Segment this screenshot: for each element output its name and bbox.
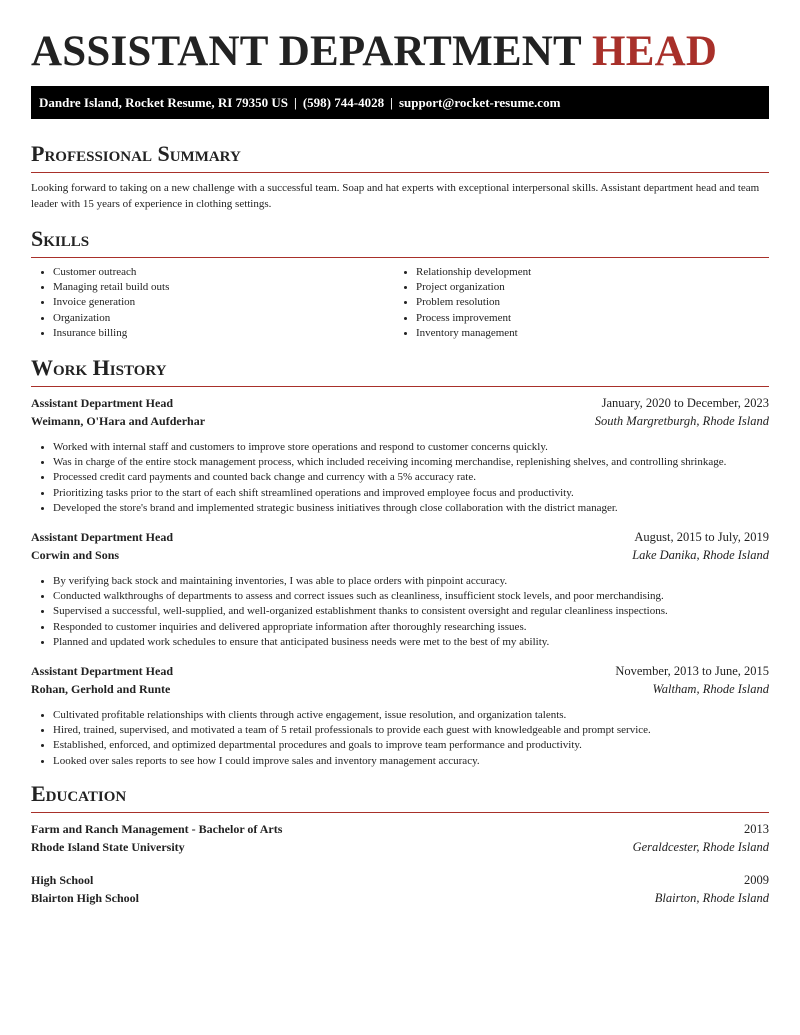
education-heading: Education (31, 781, 127, 806)
education-school: Rhode Island State University (31, 840, 185, 854)
job-bullet: • Worked with internal staff and customers to improve store operations and respond to customer concerns quickly. (53, 440, 769, 455)
job-bullet: • Hired, trained, supervised, and motivated a team of 5 retail professionals to provide each guest with knowledgeable and prompt service. (53, 723, 769, 738)
skill-item: • Project organization (416, 280, 531, 295)
skill-item: • Relationship development (416, 265, 531, 280)
contact-separator: | (293, 95, 297, 110)
skills-heading: Skills (31, 226, 90, 251)
education-school: Blairton High School (31, 891, 140, 905)
job-dates: August, 2015 to July, 2019 (634, 530, 769, 544)
education-location: Geraldcester, Rhode Island (632, 840, 769, 854)
job-dates: November, 2013 to June, 2015 (615, 664, 769, 678)
job-bullets (31, 708, 769, 769)
contact-phone[interactable]: (598) 744-4028 (302, 95, 385, 110)
education-location: Blairton, Rhode Island (654, 891, 769, 905)
skill-item: • Problem resolution (416, 295, 531, 310)
education-entry (31, 822, 769, 858)
job-location: Waltham, Rhode Island (652, 682, 769, 696)
job-bullet: • Developed the store's brand and implemented strategic business initiatives through close collaboration with the district manager. (53, 501, 769, 516)
job-bullets (31, 440, 769, 516)
job-company: Weimann, O'Hara and Aufderhar (31, 414, 206, 428)
contact-address: Dandre Island, Rocket Resume, RI 79350 US (39, 95, 288, 110)
job-bullet: • Supervised a successful, well-supplied, and well-organized establishment thanks to consistent oversight and regular cleanliness inspections. (53, 604, 769, 619)
job-bullet: • Planned and updated work schedules to ensure that anticipated business needs were met to the best of my ability. (53, 635, 769, 650)
education-degree: Farm and Ranch Management - Bachelor of Arts (31, 822, 283, 836)
summary-text: Looking forward to taking on a new challenge with a successful team. Soap and hat experts with exceptional interpersonal skills. Assistant department head and team leader with 15 years of experience in clothing settings. (31, 182, 760, 210)
job-location: Lake Danika, Rhode Island (632, 548, 769, 562)
job-bullet: • Was in charge of the entire stock management process, which included receiving incoming merchandise, replenishing shelves, and controlling shrinkage. (53, 455, 769, 470)
job-entry (31, 396, 769, 516)
skill-item: • Customer outreach (53, 265, 169, 280)
job-title: Assistant Department Head (31, 664, 173, 678)
skill-item: • Managing retail build outs (53, 280, 169, 295)
summary-heading: Professional Summary (31, 141, 241, 166)
skills-list-right (394, 265, 531, 341)
job-bullet: • Cultivated profitable relationships with clients through active engagement, issue resolution, and organization talents. (53, 708, 769, 723)
job-bullet: • Conducted walkthroughs of departments to assess and correct issues such as cleanliness, insufficient stock levels, and poor merchandising. (53, 589, 769, 604)
education-divider (31, 812, 769, 813)
summary-divider (31, 172, 769, 173)
education-year: 2009 (744, 873, 769, 887)
job-entry (31, 530, 769, 650)
education-degree: High School (31, 873, 94, 887)
title-main: ASSISTANT DEPARTMENT (31, 28, 582, 75)
skills-divider (31, 257, 769, 258)
job-bullet: • Responded to customer inquiries and delivered appropriate information after thoroughly researching issues. (53, 620, 769, 635)
contact-email[interactable]: support@rocket-resume.com (398, 95, 561, 110)
skill-item: • Process improvement (416, 311, 531, 326)
job-bullet: • Processed credit card payments and counted back change and currency with a 5% accuracy rate. (53, 470, 769, 485)
education-year: 2013 (744, 822, 769, 836)
job-bullet: • By verifying back stock and maintaining inventories, I was able to place orders with pinpoint accuracy. (53, 574, 769, 589)
job-company: Corwin and Sons (31, 548, 120, 562)
title-accent: HEAD (592, 28, 718, 75)
skills-list-left (31, 265, 169, 341)
skill-item: • Insurance billing (53, 326, 169, 341)
skill-item: • Invoice generation (53, 295, 169, 310)
work-history-heading: Work History (31, 355, 167, 380)
education-entry (31, 873, 769, 909)
job-title: Assistant Department Head (31, 396, 173, 410)
job-company: Rohan, Gerhold and Runte (31, 682, 171, 696)
job-entry (31, 664, 769, 769)
contact-bar (31, 86, 769, 119)
contact-separator: | (390, 95, 393, 110)
job-bullet: • Prioritizing tasks prior to the start of each shift streamlined operations and improved employee focus and productivity. (53, 486, 769, 501)
work-history-divider (31, 386, 769, 387)
resume-title (31, 27, 717, 76)
job-location: South Margretburgh, Rhode Island (594, 414, 769, 428)
skill-item: • Inventory management (416, 326, 531, 341)
job-dates: January, 2020 to December, 2023 (601, 396, 769, 410)
job-bullet: • Looked over sales reports to see how I could improve sales and inventory management accuracy. (53, 754, 769, 769)
job-bullet: • Established, enforced, and optimized departmental procedures and goals to improve team performance and productivity. (53, 738, 769, 753)
skill-item: • Organization (53, 311, 169, 326)
job-bullets (31, 574, 769, 650)
job-title: Assistant Department Head (31, 530, 173, 544)
